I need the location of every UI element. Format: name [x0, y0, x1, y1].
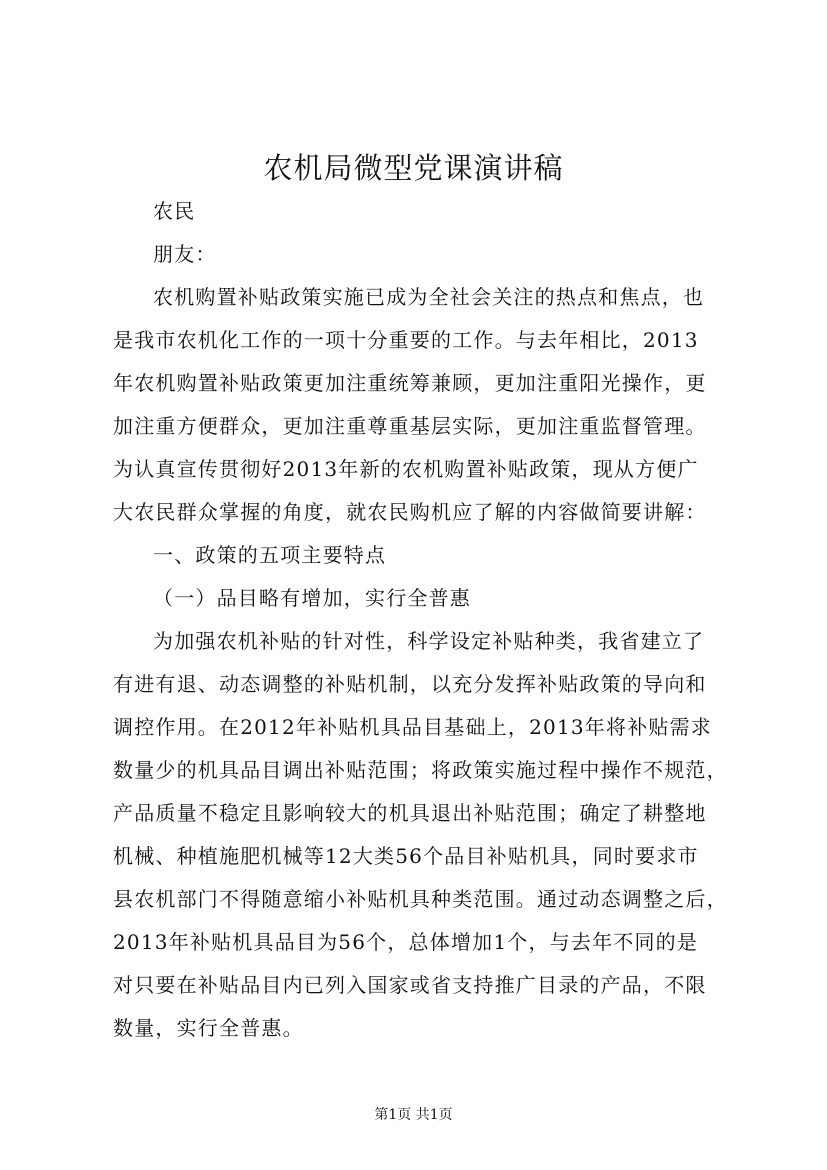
paragraph-2-line-3: 调控作用。在2012年补贴机具品目基础上，2013年将补贴需求	[113, 715, 712, 739]
salutation-line-1: 农民	[153, 199, 196, 223]
paragraph-1-line-2: 是我市农机化工作的一项十分重要的工作。与去年相比，2013	[113, 328, 699, 352]
paragraph-2-line-2: 有进有退、动态调整的补贴机制，以充分发挥补贴政策的导向和	[113, 672, 707, 696]
paragraph-1-line-6: 大农民群众掌握的角度，就农民购机应了解的内容做简要讲解：	[113, 500, 707, 524]
paragraph-1-line-1: 农机购置补贴政策实施已成为全社会关注的热点和焦点，也	[153, 285, 705, 309]
paragraph-2-line-1: 为加强农机补贴的针对性，科学设定补贴种类，我省建立了	[153, 629, 705, 653]
subsection-heading: （一）品目略有增加，实行全普惠	[153, 586, 471, 610]
paragraph-2-line-6: 机械、种植施肥机械等12大类56个品目补贴机具，同时要求市	[113, 844, 699, 868]
paragraph-2-line-10: 数量，实行全普惠。	[113, 1016, 304, 1040]
paragraph-2-line-4: 数量少的机具品目调出补贴范围；将政策实施过程中操作不规范，	[113, 758, 728, 782]
paragraph-2-line-9: 对只要在补贴品目内已列入国家或省支持推广目录的产品，不限	[113, 973, 707, 997]
paragraph-1-line-5: 为认真宣传贯彻好2013年新的农机购置补贴政策，现从方便广	[113, 457, 699, 481]
salutation-line-2: 朋友：	[153, 242, 217, 266]
paragraph-2-line-7: 县农机部门不得随意缩小补贴机具种类范围。通过动态调整之后，	[113, 887, 728, 911]
document-title: 农机局微型党课演讲稿	[263, 151, 564, 185]
page-footer: 第1页 共1页	[374, 1107, 453, 1123]
paragraph-2-line-5: 产品质量不稳定且影响较大的机具退出补贴范围；确定了耕整地	[113, 801, 707, 825]
paragraph-1-line-4: 加注重方便群众，更加注重尊重基层实际，更加注重监督管理。	[113, 414, 707, 438]
paragraph-1-line-3: 年农机购置补贴政策更加注重统筹兼顾，更加注重阳光操作，更	[113, 371, 707, 395]
section-heading: 一、政策的五项主要特点	[153, 543, 387, 567]
paragraph-2-line-8: 2013年补贴机具品目为56个，总体增加1个，与去年不同的是	[113, 930, 699, 954]
